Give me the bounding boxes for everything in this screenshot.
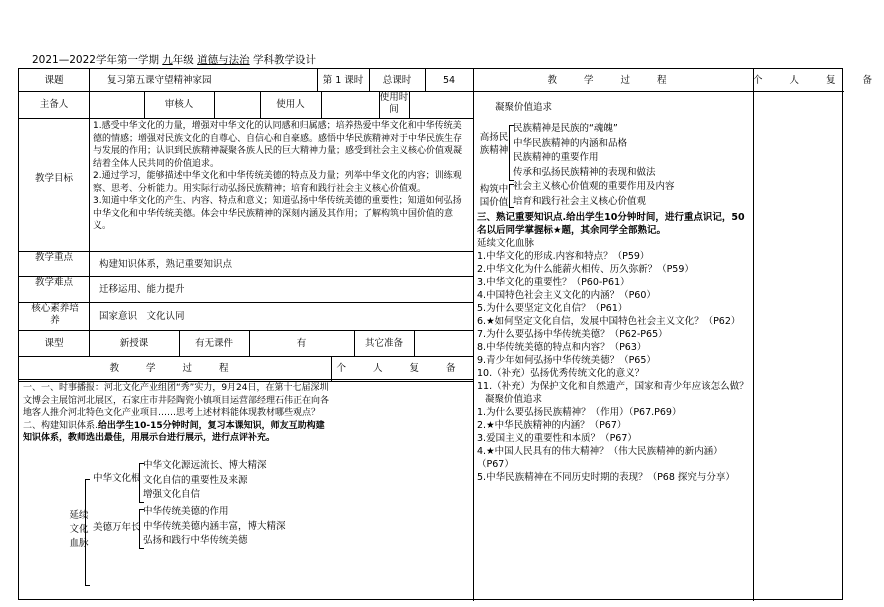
tree-branch-2: 美德万年长 xyxy=(93,522,141,533)
lesson-type-value: 新授课 xyxy=(119,338,149,349)
right-branch-2: 构筑中国价值 xyxy=(479,184,509,208)
core-literacy-label: 核心素养培养 xyxy=(31,303,79,326)
lesson-type-label: 课型 xyxy=(44,338,64,349)
topic-label: 课题 xyxy=(44,75,64,86)
right-heading: 凝聚价值追求 xyxy=(495,102,553,113)
lesson-plan-table xyxy=(18,68,884,600)
left-review-header: 个 人 复 备 xyxy=(336,363,468,374)
key-points-text: 构建知识体系，熟记重要知识点 xyxy=(99,259,233,270)
key-points-label: 教学重点 xyxy=(34,252,73,263)
divider xyxy=(473,69,474,601)
total-label: 总课时 xyxy=(382,75,412,86)
process-header: 教 学 过 程 xyxy=(547,75,679,86)
review-header: 个 人 复 备 xyxy=(753,75,884,86)
preparer-label: 主备人 xyxy=(39,99,69,110)
tree-branch-1-items: 中华文化源远流长、博大精深 文化自信的重要性及来源 增强文化自信 xyxy=(143,460,267,500)
right-branch-1-items: 民族精神是民族的“魂魄” 中华民族精神的内涵和品格 民族精神的重要作用 传承和弘扬民族精神的表现和做法 xyxy=(513,123,656,178)
right-branch-2-items: 社会主义核心价值观的重要作用及内容 培育和践行社会主义核心价值观 xyxy=(513,181,675,207)
use-time-label: 使用时间 xyxy=(379,92,409,115)
goals-label: 教学目标 xyxy=(34,173,73,184)
document-title: 2021—2022学年第一学期 九年级 道德与法治 学科教学设计 xyxy=(32,54,316,66)
tree-branch-2-items: 中华传统美德的作用 中华传统美德内涵丰富，博大精深 弘扬和践行中华传统美德 xyxy=(143,506,286,546)
memorize-section: 三、熟记重要知识点.给出学生10分钟时间，进行重点识记，50名以后同学掌握标★题，其余同学全部熟记。 延续文化血脉 1.中华文化的形成.内容和特点？（P59） 2.中华文化为什么能薪火相传、历久弥新？（P59） 3.中华文化的重要性？（P60-P61） 4.中国特色社会主义文化的内涵？（P60） 5.为什么要坚定文化自信？（P61） 6.★如何坚定文化自信，发展中国特色社会主义文化？（P62） 7.为什么要弘扬中华传统美德？（P62-P65） 8.中华传统美德的特点和内容？（P63） 9.青少年如何弘扬中华传统美德？（P65） 10.（补充）弘扬优秀传统文化的意义？ 11.（补充）为保护文化和自然遗产，国家和青少年应该怎么做？ 凝聚价值追求 1.为什么要弘扬民族精神？（作用）（P67.P69） 2.★中华民族精神的内涵？（P67） 3.爱国主义的重要性和本质？（P67） 4.★中国人民具有的伟大精神？（伟大民族精神的新内涵）（P67） 5.中华民族精神在不同历史时期的表现？（P68 探究与分享） xyxy=(477,212,749,483)
left-process-header: 教 学 过 程 xyxy=(109,363,241,374)
reviewer-label: 审核人 xyxy=(164,99,194,110)
user-label: 使用人 xyxy=(276,99,305,110)
difficulties-text: 迁移运用、能力提升 xyxy=(99,284,185,295)
current-events-section: 一、一、时事播报：河北文化产业组团“秀”实力，9月24日，在第十七届深圳文博会主展馆河北展区，石家庄市井陉陶瓷小镇项目运营部经理石伟正在向各地客人推介河北特色文化产业项目……思考上述材料能体现教材哪些观点？ 二、构建知识体系.给出学生10-15分钟时间，复习本课知识，师友互助构建知识体系，教师选出最佳，用展示台进行展示，进行点评补充。 xyxy=(23,383,330,443)
tree-branch-1: 中华文化根 xyxy=(93,473,141,484)
brace-icon xyxy=(85,479,90,586)
core-literacy-text: 国家意识 文化认同 xyxy=(99,311,185,322)
total-value: 54 xyxy=(442,75,456,86)
tree-root-label: 延续文化血脉 xyxy=(69,510,89,549)
divider xyxy=(753,69,754,601)
courseware-value: 有 xyxy=(296,338,307,349)
difficulties-label: 教学难点 xyxy=(34,277,73,288)
right-branch-1: 高扬民族精神 xyxy=(479,132,509,156)
topic-value: 复习第五课守望精神家园 xyxy=(107,75,212,86)
courseware-label: 有无课件 xyxy=(194,338,233,349)
lesson-number: 第 1 课时 xyxy=(322,75,364,86)
other-prep-label: 其它准备 xyxy=(364,338,403,349)
goals-text: 1.感受中华文化的力量，增强对中华文化的认同感和归属感；培养热爱中华文化和中华传统美德的情感；增强对民族文化的自尊心、自信心和自豪感。感悟中华民族精神对于中华民族生存与发展的作用；认识到民族精神凝聚各族人民的巨大精神力量；感受到社会主义核心价值观凝结着全体人民共同的价值追求。 2.通过学习，能够描述中华文化和中华传统美德的特点及力量；列举中华文化的内容；训练观察、思考、分析能力。用实际行动弘扬民族精神；培育和践行社会主义核心价值观。 3.知道中华文化的产生、内容、特点和意义；知道弘扬中华传统美德的重要性；知道如何弘扬中华文化和中华传统美德。体会中华民族精神的深刻内涵及其作用；了解构筑中国价值的意义。 xyxy=(93,121,463,231)
